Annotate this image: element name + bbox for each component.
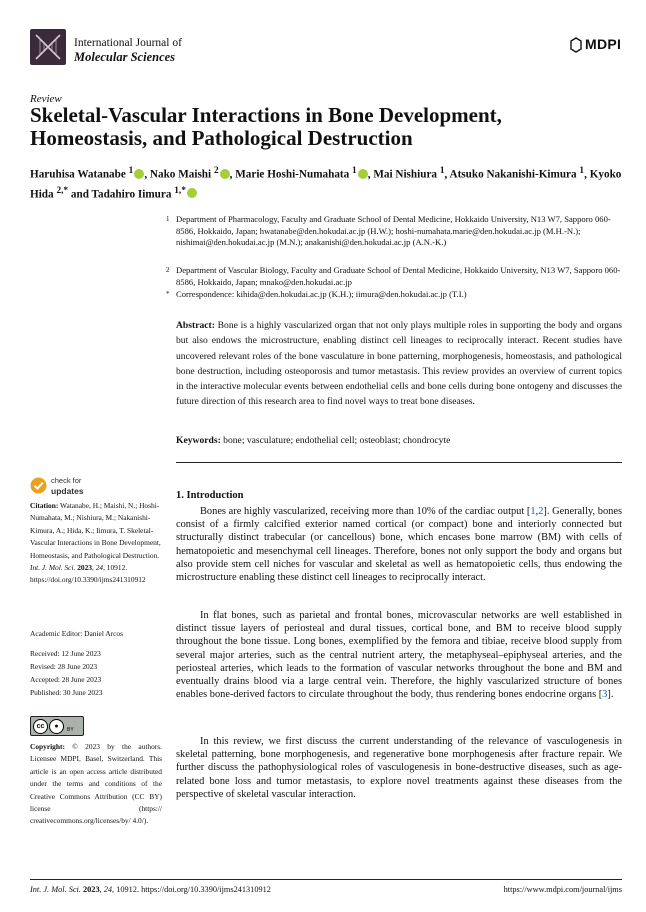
author-sup: 1 (352, 166, 357, 176)
received-date: Received: 12 June 2023 (30, 649, 101, 658)
article-type: Review (30, 93, 62, 105)
reference-link[interactable]: 2 (538, 506, 544, 517)
footer-journal: Int. J. Mol. Sci. (30, 885, 81, 894)
footer-year: 2023 (83, 885, 100, 894)
abstract-label: Abstract: (176, 320, 215, 331)
journal-name-line2: Molecular Sciences (74, 50, 176, 64)
paragraph-2 (176, 609, 622, 701)
orcid-icon[interactable] (358, 169, 368, 179)
author-name[interactable]: Kyoko Hida (30, 168, 622, 201)
section-heading: 1. Introduction (176, 490, 244, 501)
author-sup: 2 (213, 166, 219, 176)
keywords-label: Keywords: (176, 435, 221, 446)
orcid-icon[interactable] (220, 169, 230, 179)
paragraph-1 (176, 505, 622, 584)
mdpi-hexagon-icon (570, 37, 582, 53)
footer-volume: 24 (103, 885, 113, 894)
author-name[interactable]: Nako Maishi (149, 168, 212, 181)
author-sup: 1 (439, 166, 445, 176)
cc-by-label: BY (67, 727, 74, 733)
citation-volume: 24 (95, 563, 104, 573)
affiliation-number: 2 (166, 266, 170, 274)
abstract-text: Bone is a highly vascularized organ that not only plays multiple roles in supporting the body and organs but also endows the microstructure, enabling distinct cell lineages to reciprocally interact. Recent studies have uncovered relevant roles of the bone vasculature in bone patterning, morphogenesis, homeostasis, and pathological bone destruction, including osteoporosis and tumor metastasis. This review provides an overview of current topics in the interactive molecular events between endothelial cells and bone cells during bone ontogeny and discusses the future direction of this research area to find novel ways to treat bone diseases. (176, 320, 622, 408)
citation-journal: Int. J. Mol. Sci. (30, 563, 76, 573)
footer-doi[interactable]: , 10912. https://doi.org/10.3390/ijms241310912 (112, 885, 271, 894)
check-for-updates-icon[interactable] (30, 477, 47, 494)
citation-label: Citation: (30, 501, 59, 510)
author-name[interactable]: Tadahiro Iimura (91, 188, 172, 201)
correspondence (166, 289, 622, 301)
journal-logo (30, 29, 66, 65)
paragraph-text: ]. Generally, bones consist of a firmly calcified exterior named cortical (or compact) bone and interiorly connected but structurally distinct trabecular (or cancellous) bone, which encases bone marrow (BM) with cells of hematopoietic and mesenchymal cell lineages. Therefore, bones not only support the body and organs but also provide stem cell niches for vascular and skeletal as well as hematopoietic cells, thus endowing the microstructure enabling these distinct cell lineages to reciprocally interact. (176, 506, 623, 584)
copyright-label: Copyright: (30, 742, 65, 751)
author-name[interactable]: Marie Hoshi-Numahata (235, 168, 350, 181)
affiliation-text: Department of Pharmacology, Faculty and Graduate School of Dental Medicine, Hokkaido University, N13 W7, Sapporo 060-8586, Hokkaido, Japan; hwatanabe@den.hokudai.ac.jp (H.W.); hoshi-numahata.marie@den.hokudai.ac.jp (M.H.-N.); nishimai@den.hokudai.ac.jp (M.N.); anakanishi@den.hokudai.ac.jp (A.N.-K.) (176, 214, 611, 248)
author-list: Haruhisa Watanabe $^1$ , Nako Maishi $^2$ , Marie Hoshi-Numahata $^1$ , Mai Nishiura $^1$, Atsuko Nakanishi-Kimura $^1$, Kyoko Hida $^{2,*}$ and Tadahiro Iimura $^{1,*}$ (30, 166, 622, 201)
orcid-icon[interactable] (187, 188, 197, 198)
orcid-icon[interactable] (134, 169, 144, 179)
divider (176, 462, 622, 463)
paragraph-text: Bones are highly vascularized, receiving more than 10% of the cardiac output [ (200, 506, 531, 517)
published-date: Published: 30 June 2023 (30, 688, 103, 697)
footer-citation: Int. J. Mol. Sci. 2023, 24, 10912. https://doi.org/10.3390/ijms241310912 (30, 885, 271, 894)
citation: Citation: Watanabe, H.; Maishi, N.; Hoshi-Numahata, M.; Nishiura, M.; Nakanishi-Kimura, A.; Hida, K.; Iimura, T. Skeletal-Vascular Interactions in Bone Development, Homeostasis, and Pathological Destruction. Int. J. Mol. Sci. 2023, 24, 10912. https://doi.org/10.3390/ijms241310912 (30, 501, 161, 585)
updates-label[interactable]: updates (51, 486, 84, 496)
copyright (30, 741, 162, 828)
paragraph-text: ]. (607, 689, 614, 701)
revised-date: Revised: 28 June 2023 (30, 662, 98, 671)
paragraph-3: In this review, we first discuss the current understanding of the relevance of vasculogenesis in skeletal patterning, bone morphogenesis, and regenerative bone morphogenesis after fracture repair. We further discuss the pathophysiological roles of vasculogenesis in bone-destructive diseases, such as age-related bone loss and tumor metastasis, to explore novel treatments against these diseases from the perspective of skeletal vascular interaction. (176, 736, 622, 800)
reference-separator: , (535, 506, 539, 517)
academic-editor: Academic Editor: Daniel Arcos (30, 629, 123, 638)
author-sup: 1 (128, 166, 134, 176)
author-sup: 2,* (56, 185, 69, 196)
copyright-text: © 2023 by the authors. Licensee MDPI, Basel, Switzerland. This article is an open access article distributed under the terms and conditions of the Creative Commons Attribution (CC BY) license (https:// creativecommons.org/licenses/by/ 4.0/). (30, 742, 162, 826)
keywords-text: bone; vasculature; endothelial cell; osteoblast; chondrocyte (220, 435, 451, 446)
citation-doi[interactable]: , 10912. https://doi.org/10.3390/ijms241310912 (30, 563, 146, 585)
author-name[interactable]: Mai Nishiura (373, 168, 438, 181)
abstract (176, 318, 622, 410)
affiliation-2 (166, 265, 622, 288)
journal-name-line1: International Journal of (74, 37, 182, 49)
reference-link[interactable]: 3 (602, 689, 608, 701)
publisher-logo[interactable]: MDPI (585, 36, 622, 52)
author-name[interactable]: Atsuko Nakanishi-Kimura (449, 168, 577, 181)
article-title: Skeletal-Vascular Interactions in Bone Development, Homeostasis, and Pathological Destruction (30, 103, 502, 150)
cc-icon: cc (33, 719, 48, 734)
check-for-label[interactable]: check for (51, 476, 82, 485)
author-sup: 1 (579, 166, 585, 176)
cc-by-badge[interactable] (30, 716, 84, 736)
affiliation-1 (166, 214, 622, 249)
keywords (176, 434, 622, 447)
affiliation-number: 1 (166, 215, 170, 223)
affiliation-text: Department of Vascular Biology, Faculty and Graduate School of Dental Medicine, Hokkaido University, N13 W7, Sapporo 060-8586, Hokkaido, Japan; mnako@den.hokudai.ac.jp (176, 265, 621, 287)
author-sup: 1,* (174, 185, 186, 196)
footer-divider (30, 879, 622, 880)
person-icon: ● (49, 719, 64, 734)
footer-journal-url[interactable]: https://www.mdpi.com/journal/ijms (503, 885, 622, 894)
affiliation-number: * (166, 290, 170, 298)
accepted-date: Accepted: 28 June 2023 (30, 675, 102, 684)
author-name[interactable]: Haruhisa Watanabe (30, 168, 126, 181)
citation-text: Watanabe, H.; Maishi, N.; Hoshi-Numahata, M.; Nishiura, M.; Nakanishi-Kimura, A.; Hida, K.; Iimura, T. Skeletal-Vascular Interactions in Bone Development, Homeostasis, and Pathological Destruction. (30, 501, 161, 560)
correspondence-text: Correspondence: kihida@den.hokudai.ac.jp (K.H.); iimura@den.hokudai.ac.jp (T.I.) (176, 289, 467, 299)
paragraph-text: In flat bones, such as parietal and frontal bones, microvascular networks are well established in distinct tissue layers of periosteal and dural tissues, cortical bone, and BM to receive blood supply throughout the bone tissue. Long bones, exemplified by the femora and tibiae, receive blood supply from several major arteries, such as the central nutrient artery, the metaphyseal–epiphyseal arteries, and the periosteal arteries, which leads to the formation of vascular networks throughout the bone and BM and eventually drains blood via a large central vein. Therefore, the highly vascularized structure of bones enables bone-derived factors to circulate throughout the body, thus rendering bones endocrine organs [ (176, 610, 622, 701)
citation-year: 2023 (77, 563, 92, 573)
dna-helix-icon (30, 29, 66, 65)
reference-link[interactable]: 1 (530, 506, 536, 517)
